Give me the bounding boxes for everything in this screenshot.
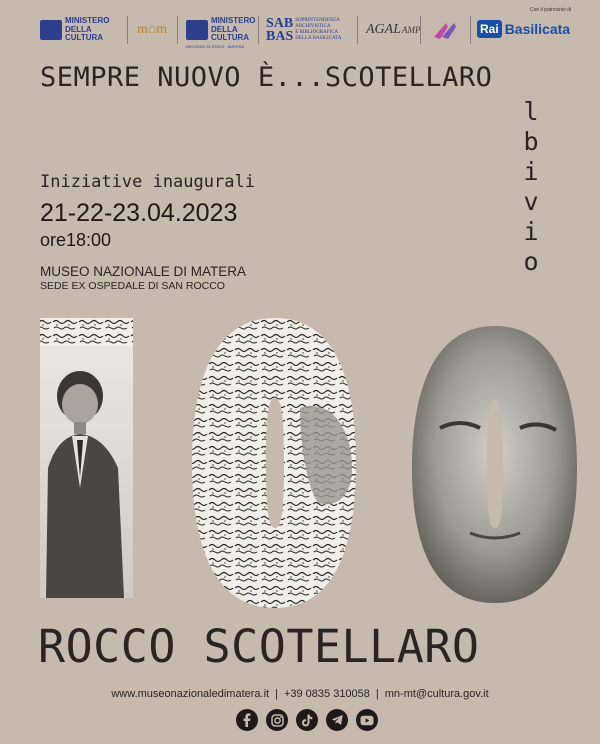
logo-divider [127,16,128,44]
digit-zero-middle [192,318,356,608]
partner-logo [430,16,462,44]
tiktok-icon[interactable] [296,709,318,731]
ministero-emblem-icon [186,20,208,40]
event-time: ore18:00 [40,230,112,250]
logo-divider [420,16,421,44]
event-subtitle: Iniziative inaugurali [40,172,255,192]
logo-divider [357,16,358,44]
vertical-letter: o [523,247,539,276]
youtube-icon[interactable] [356,709,378,731]
logo-divider [177,16,178,44]
rai-basilicata-logo: Rai Basilicata [477,18,570,40]
instagram-icon[interactable] [266,709,288,731]
archivio-stato-logo: MINISTERO DELLA CULTURA ARCHIVIO DI STATO · MATERA [186,16,256,49]
phone-number[interactable]: +39 0835 310058 [283,688,370,700]
vertical-letter: v [523,187,539,216]
venue-detail: SEDE EX OSPEDALE DI SAN ROCCO [40,280,225,292]
logo-divider [470,16,471,44]
vertical-letter: i [523,217,539,246]
telegram-icon[interactable] [326,709,348,731]
logo-bar [0,0,600,48]
sabbas-logo: SAB BAS SOPRINTENDENZA ARCHIVISTICA E BIBLIOGRAFICA DELLA BASILICATA [266,16,342,44]
event-dates: 21-22-23.04.2023 [40,199,238,227]
vertical-title [519,97,543,277]
contact-line: www.museonazionaledimatera.it | +39 0835 310058 | mn-mt@cultura.gov.it [111,688,489,700]
venue-name: MUSEO NAZIONALE DI MATERA [40,264,247,279]
ministero-emblem-icon [40,20,62,40]
vertical-letter: b [523,127,539,156]
email-link[interactable]: mn-mt@cultura.gov.it [384,688,489,700]
digit-zero-right [412,326,577,603]
agal-logo: AGAL AMP [366,22,421,37]
digit-one [40,318,133,598]
vertical-letter: l [523,97,539,126]
website-link[interactable]: www.museonazionaledimatera.it [111,688,270,700]
patronage-label: Con il patrocinio di [530,7,572,13]
centenary-number-artwork [0,318,600,608]
poster-headline: SEMPRE NUOVO È...SCOTELLARO [40,62,493,93]
ministero-cultura-logo: MINISTERO DELLA CULTURA [40,16,109,44]
mm-logo: m⌂m [137,22,168,37]
vertical-letter: i [523,157,539,186]
partner-emblem-icon [430,17,462,43]
footer-name: ROCCO SCOTELLARO [38,620,480,673]
social-icons [236,709,378,731]
facebook-icon[interactable] [236,709,258,731]
logo-divider [258,16,259,44]
